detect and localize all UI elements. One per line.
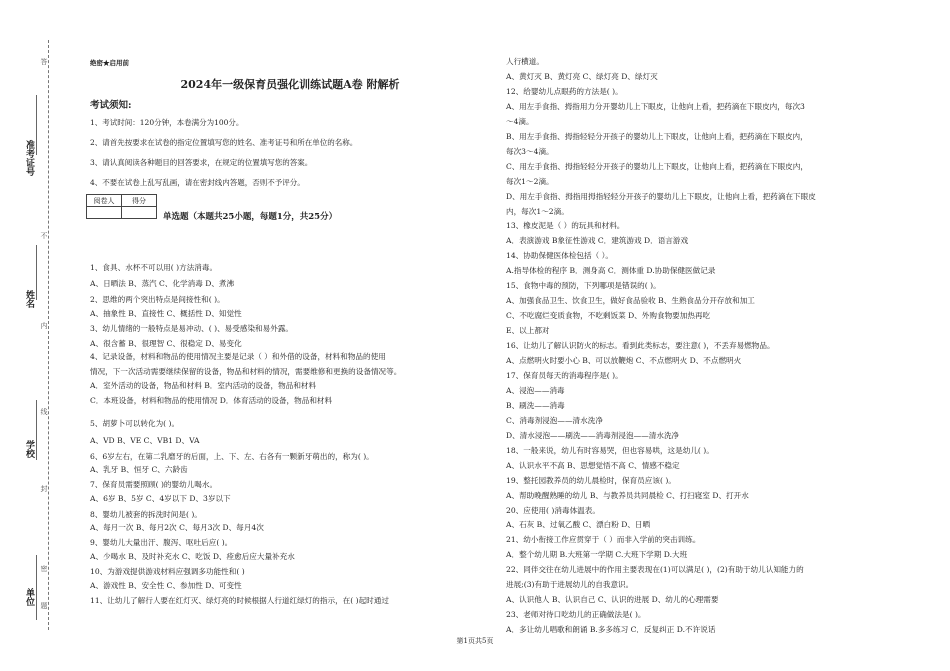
question-line: A．室外活动的设备，物品和材料 B．室内活动的设备，物品和材料: [90, 381, 317, 390]
score-cell: 得分: [122, 195, 157, 207]
notice-item: 2、请首先按要求在试卷的指定位置填写您的姓名、准考证号和所在单位的名称。: [90, 138, 358, 147]
question-line: A、每月一次 B、每月2次 C、每月3次 D、每月4次: [90, 523, 264, 532]
question-line: 10、为游戏提供游戏材料应强调多功能性和( ): [90, 567, 245, 576]
question-line: 人行横道。: [506, 57, 544, 66]
question-line: 3、幼儿情绪的一般特点是易冲动、( )、易受感染和易外露。: [90, 324, 294, 333]
question-line: A、游戏性 B、安全性 C、参加性 D、可变性: [90, 581, 242, 590]
question-line: 21、幼小衔接工作应贯穿于（ ）而非入学前的突击训练。: [506, 535, 701, 544]
question-line: C、消毒剂浸泡——清水洗净: [506, 416, 603, 425]
question-line: 15、食物中毒的预防，下列哪项是错误的( )。: [506, 281, 661, 290]
seal-char: 内: [40, 322, 48, 329]
question-line: A、加强食品卫生、饮食卫生，做好食品验收 B、生熟食品分开存放和加工: [506, 296, 755, 305]
notice-item: 1、考试时间：120分钟，本卷满分为100分。: [90, 118, 244, 127]
unit-label: 单位: [24, 588, 34, 606]
question-line: 8、婴幼儿被套的拆洗时间是( )。: [90, 510, 202, 519]
question-line: C、用左手食指、拇指轻轻分开孩子的婴幼儿上下眼皮，让他向上看，把药滴在下眼皮内，: [506, 162, 808, 171]
question-line: A、很含蓄 B、很理智 C、很稳定 D、易变化: [90, 339, 242, 348]
seal-char: 不: [40, 232, 48, 239]
name-label: 姓名: [24, 290, 34, 308]
question-line: 22、同伴交往在幼儿进展中的作用主要表现在(1)可以满足( )，(2)有助于幼儿认知能力的: [506, 565, 804, 574]
question-line: 11、让幼儿了解行人要在红灯灭、绿灯亮的时候根据人行道红绿灯的指示，在( )起时通过: [90, 596, 389, 605]
question-line: A、少喝水 B、及时补充水 C、吃饭 D、痊愈后应大量补充水: [90, 552, 295, 561]
question-line: 12、给婴幼儿点眼药的方法是( )。: [506, 87, 623, 96]
notice-item: 3、请认真阅读各种题目的回答要求，在规定的位置填写您的答案。: [90, 158, 313, 167]
seal-char: 答: [40, 58, 48, 65]
notice-item: 4、不要在试卷上乱写乱画，请在密封线内答题，否则不予评分。: [90, 178, 305, 187]
question-line: ～4滴。: [506, 117, 534, 126]
question-line: B、刷洗——消毒: [506, 401, 565, 410]
question-line: A.指导体检的程序 B．测身高 C．测体重 D.协助保健医做记录: [506, 266, 716, 275]
question-line: A、日晒法 B、蒸汽 C、化学消毒 D、煮沸: [90, 279, 235, 288]
question-line: 进展;(3)有助于进展幼儿的自我意识。: [506, 580, 634, 589]
question-line: A、黄灯灭 B、黄灯亮 C、绿灯亮 D、绿灯灭: [506, 72, 658, 81]
question-line: 17、保育员每天的消毒程序是( )。: [506, 371, 623, 380]
question-line: A、乳牙 B、恒牙 C、六龄齿: [90, 465, 188, 474]
question-line: 1、食具、水杯不可以用( )方法消毒。: [90, 263, 218, 272]
school-label: 学校: [24, 440, 34, 458]
seal-char: 封: [40, 485, 48, 492]
score-input-cell[interactable]: [122, 207, 157, 219]
question-line: 5、胡萝卜可以转化为( )。: [90, 419, 180, 428]
question-line: 19、整托园教养员的幼儿晨检时，保育员应该( )。: [506, 476, 676, 485]
unit-fill-line: [36, 555, 37, 620]
name-fill-line: [36, 245, 37, 300]
question-line: 情况，下一次活动需要继续保留的设备，物品和材料的情况，需要维修和更换的设备情况等。: [90, 367, 402, 376]
question-line: 20、应使用( )消毒体温表。: [506, 506, 600, 515]
exam-id-fill-line: [36, 95, 37, 155]
question-line: A、用左手食指、拇指用力分开婴幼儿上下眼皮，让他向上看，把药滴在下眼皮内，每次3: [506, 102, 805, 111]
seal-char: 线: [40, 408, 48, 415]
question-line: A．表演游戏 B象征性游戏 C．建筑游戏 D．语言游戏: [506, 236, 689, 245]
question-line: 7、保育员需要照顾( )的婴幼儿喝水。: [90, 480, 218, 489]
section-title: 单选题（本题共25小题，每题1分，共25分）: [163, 212, 338, 222]
question-line: A、抽象性 B、直接性 C、概括性 D、知觉性: [90, 309, 242, 318]
school-fill-line: [36, 400, 37, 460]
question-line: A、浸泡——消毒: [506, 386, 565, 395]
score-table: [86, 194, 157, 219]
question-line: 每次3～4滴。: [506, 147, 554, 156]
question-line: 内，每次1～2滴。: [506, 207, 569, 216]
question-line: D、用左手食指、拇指用拇指轻轻分开孩子的婴幼儿上下眼皮，让他向上看，把药滴在下眼皮: [506, 192, 816, 201]
notice-heading: 考试须知:: [90, 100, 132, 111]
question-line: E、以上都对: [506, 326, 550, 335]
question-line: 16、让幼儿了解认识防火的标志。看到此类标志，要注意( )，不丢弃易燃物品。: [506, 341, 775, 350]
binding-margin: [0, 0, 60, 671]
question-line: A、6岁 B、5岁 C、4岁以下 D、3岁以下: [90, 494, 231, 503]
question-line: C、不吃腐烂变质食物，不吃剩饭菜 D、外购食物要加热再吃: [506, 311, 711, 320]
question-line: 9、婴幼儿大量出汗、腹泻、呕吐后应( )。: [90, 538, 233, 547]
question-line: A．多让幼儿唱歌和朗诵 B.多多练习 C．反复纠正 D.不许说话: [506, 625, 716, 634]
question-line: 6、6岁左右，在第二乳磨牙的后面，上、下、左、右各有一颗新牙萌出的，称为( )。: [90, 452, 374, 461]
seal-line: [48, 40, 49, 630]
question-line: 14、协助保健医体检包括（ ）。: [506, 251, 613, 260]
page-footer: 第1页共5页: [456, 637, 494, 645]
question-line: A、帮助晚醒熟睡的幼儿 B、与教养员共同晨检 C、打扫寝室 D、打开水: [506, 491, 749, 500]
seal-char: 密: [40, 565, 48, 572]
question-line: A、认识水平不高 B、思想觉悟不高 C、情感不稳定: [506, 461, 680, 470]
confidential-mark: 绝密★启用前: [90, 59, 129, 67]
question-line: A、VD B、VE C、VB1 D、VA: [90, 436, 200, 445]
question-line: 18、一般来说，幼儿有时容易哭，但也容易哄，这是幼儿( )。: [506, 446, 714, 455]
question-line: C．本班设备，材料和物品的使用情况 D．体育活动的设备，物品和材料: [90, 396, 333, 405]
grader-input-cell[interactable]: [87, 207, 122, 219]
question-line: B、用左手食指、拇指轻轻分开孩子的婴幼儿上下眼皮，让他向上看，把药滴在下眼皮内，: [506, 132, 808, 141]
question-line: 4、记录设备，材料和物品的使用情况主要是记录（ ）和外借的设备，材料和物品的使用: [90, 352, 386, 361]
question-line: D、清水浸泡——刷洗——消毒剂浸泡——清水洗净: [506, 431, 680, 440]
grader-cell: 阅卷人: [87, 195, 122, 207]
question-line: A．整个幼儿期 B.大班第一学期 C.大班下学期 D.大班: [506, 550, 688, 559]
question-line: A、认识他人 B、认识自己 C、认识的进展 D、幼儿的心理需要: [506, 595, 719, 604]
exam-id-label: 准考证号: [24, 140, 34, 176]
question-line: 2、思维的两个突出特点是间接性和( )。: [90, 295, 225, 304]
question-line: A、点燃明火时要小心 B、可以放鞭炮 C、不点燃明火 D、不点燃明火: [506, 356, 742, 365]
question-line: 每次1～2滴。: [506, 177, 554, 186]
question-line: A、石灰 B、过氧乙酸 C、漂白粉 D、日晒: [506, 520, 651, 529]
question-line: 13、橡皮泥是（ ）的玩具和材料。: [506, 221, 625, 230]
question-line: 23、老师对待口吃幼儿的正确做法是( )。: [506, 610, 646, 619]
seal-char: 题: [40, 602, 48, 609]
page-title: 2024年一级保育员强化训练试题A卷 附解析: [180, 78, 400, 91]
